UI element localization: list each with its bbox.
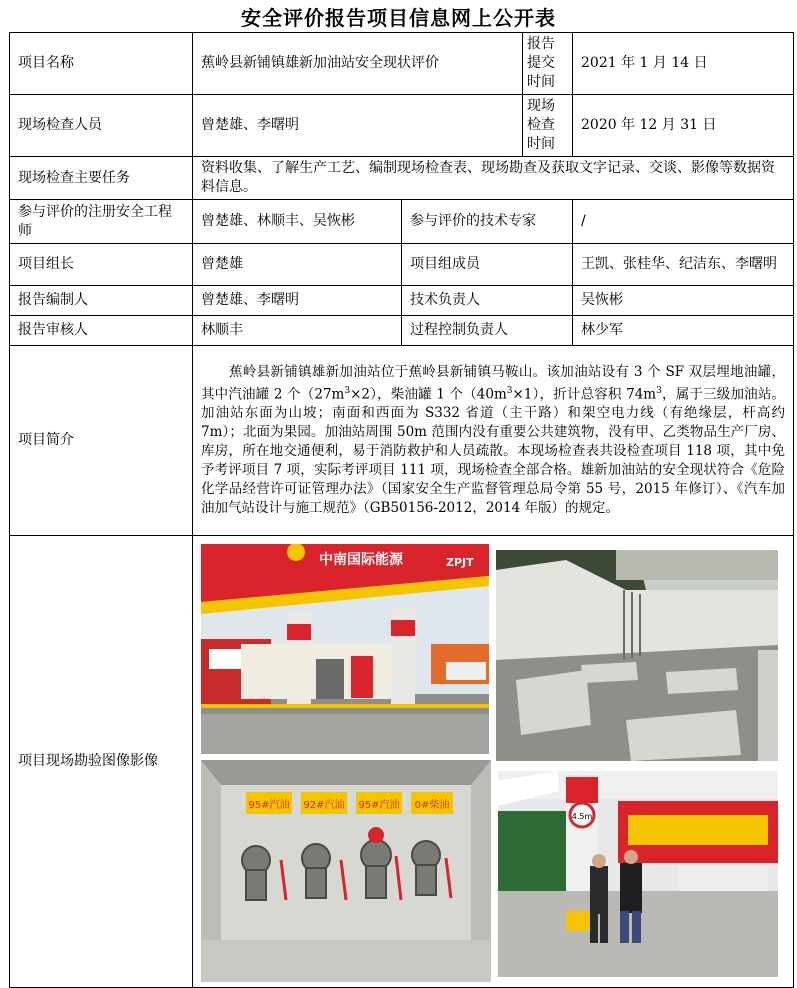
- tech-experts-value: /: [573, 200, 794, 244]
- tech-experts-label: 参与评价的技术专家: [402, 200, 573, 244]
- info-table: [9, 32, 794, 988]
- compilers-label: 报告编制人: [10, 286, 193, 316]
- team-members-value: 王凯、张桂华、纪洁东、李曙明: [573, 244, 794, 286]
- valve-label-2: 92#汽油: [303, 800, 345, 811]
- engineers-value: 曾楚雄、林顺丰、吴恢彬: [193, 200, 402, 244]
- team-leader-label: 项目组长: [10, 244, 193, 286]
- row-photos: [10, 536, 794, 988]
- photo-tank-area: [496, 550, 778, 761]
- intro-sup-2: 3: [506, 385, 513, 396]
- row-project-name: [10, 33, 794, 95]
- row-inspectors: [10, 95, 794, 157]
- compilers-value: 曾楚雄、李曙明: [193, 286, 402, 316]
- station-code-text: ZPJT: [446, 556, 474, 569]
- row-team: [10, 244, 794, 286]
- photo-station-front: [201, 544, 489, 754]
- valve-label-4: 0#柴油: [414, 800, 450, 811]
- row-compilers: [10, 286, 794, 316]
- main-tasks-value: 资料收集、了解生产工艺、编制现场检查表、现场勘查及获取文字记录、交谈、影像等数据资料信息。: [193, 157, 794, 200]
- inspectors-value: 曾楚雄、李曙明: [193, 95, 523, 157]
- row-engineers: [10, 200, 794, 244]
- intro-sup-1: 3: [344, 385, 351, 396]
- intro-text-part4: ，属于三级加油站。加油站东面为山坡；南面和西面为 S332 省道（主干路）和架空电力线（有绝缘层，杆高约 7m）；北面为果园。加油站周围 50m 范围内没有重要公共建筑物，没有甲、乙类物品生产厂房、库房，所在地交通便利，易于消防救护和人员疏散。本现场检查表共设检查项目 118 项，其中免予考评项目 7 项，实际考评项目 111 项，现场检查全部合格。雄新加油站的安全现状符合《危险化学品经营许可证管理办法》（国家安全生产监督管理总局令第 55 号，2015 年修订）、《汽车加油加气站设计与施工规范》（GB50156-2012，2014 年版）的规定。: [201, 386, 786, 517]
- submit-time-label: 报告提交时间: [523, 33, 573, 95]
- tech-lead-label: 技术负责人: [402, 286, 573, 316]
- inspect-time-value: 2020 年 12 月 31 日: [573, 95, 794, 157]
- valve-label-3: 95#汽油: [358, 800, 400, 811]
- submit-time-value: 2021 年 1 月 14 日: [573, 33, 794, 95]
- intro-text-part1: 蕉岭县新铺镇雄新加油站位于蕉岭县新铺镇马鞍山。该加油站设有 3 个 SF 双层埋地油罐，其中汽油罐 2 个（27m: [201, 363, 785, 403]
- photos-label: 项目现场勘验图像影像: [10, 536, 193, 988]
- reviewer-label: 报告审核人: [10, 316, 193, 346]
- photos-cell: [193, 536, 794, 988]
- intro-label: 项目简介: [10, 346, 193, 536]
- intro-sup-3: 3: [656, 385, 662, 396]
- team-leader-value: 曾楚雄: [193, 244, 402, 286]
- tech-lead-value: 吴恢彬: [573, 286, 794, 316]
- team-members-label: 项目组成员: [402, 244, 573, 286]
- station-sign-text: 中南国际能源: [319, 552, 403, 568]
- intro-text-part2: ×2），柴油罐 1 个（40m: [350, 386, 507, 403]
- photo-canopy-people: [498, 771, 778, 977]
- row-main-tasks: [10, 157, 794, 200]
- project-name-label: 项目名称: [10, 33, 193, 95]
- inspectors-label: 现场检查人员: [10, 95, 193, 157]
- reviewer-value: 林顺丰: [193, 316, 402, 346]
- row-reviewer: [10, 316, 794, 346]
- process-lead-label: 过程控制负责人: [402, 316, 573, 346]
- engineers-label: 参与评价的注册安全工程师: [10, 200, 193, 244]
- inspect-time-label: 现场检查时间: [523, 95, 573, 157]
- main-tasks-label: 现场检查主要任务: [10, 157, 193, 200]
- project-name-value: 蕉岭县新铺镇雄新加油站安全现状评价: [193, 33, 523, 95]
- row-intro: [10, 346, 794, 536]
- height-sign-text: 4.5m: [571, 812, 593, 821]
- page-title: 安全评价报告项目信息网上公开表: [241, 6, 556, 30]
- photo-tank-valves: [201, 760, 491, 982]
- intro-text-part3: ×1），折计总容积 74m: [512, 386, 657, 403]
- valve-label-1: 95#汽油: [248, 800, 290, 811]
- process-lead-value: 林少军: [573, 316, 794, 346]
- intro-text: [193, 346, 794, 536]
